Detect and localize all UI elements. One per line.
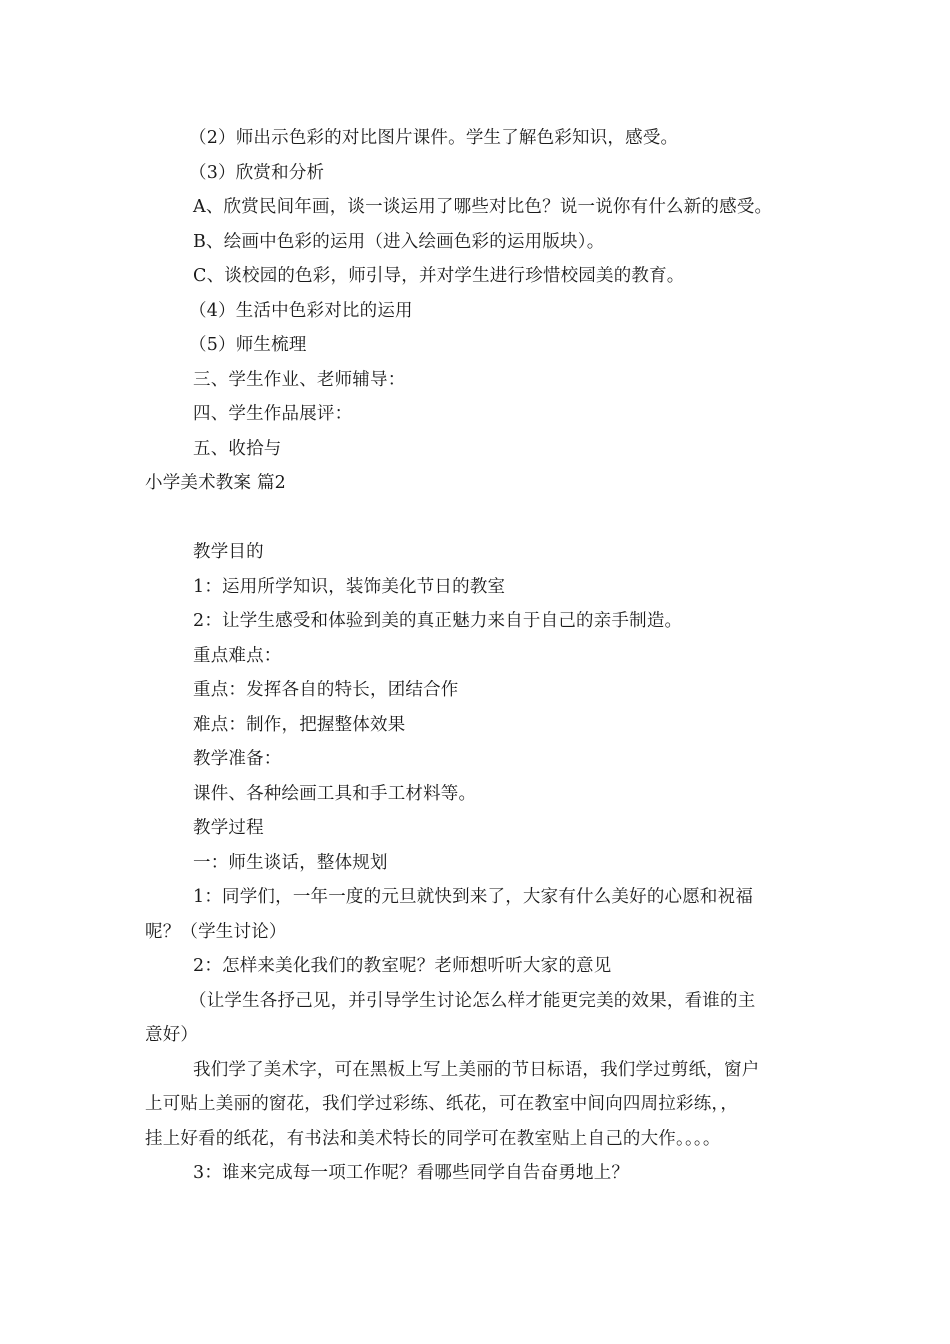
blank-line — [145, 501, 810, 536]
paragraph-line: 四、学生作品展评： — [193, 404, 353, 424]
paragraph-line: 意好） — [145, 1025, 199, 1045]
paragraph-line: 教学过程 — [193, 818, 264, 838]
paragraph-line: C、谈校园的色彩，师引导，并对学生进行珍惜校园美的教育。 — [193, 266, 685, 286]
paragraph-line: B、绘画中色彩的运用（进入绘画色彩的运用版块）。 — [193, 231, 605, 252]
paragraph-line: 三、学生作业、老师辅导： — [193, 369, 406, 390]
paragraph-line: 2：让学生感受和体验到美的真正魅力来自于自己的亲手制造。 — [193, 611, 683, 631]
paragraph-line: 教学目的 — [193, 542, 264, 562]
paragraph-line: 课件、各种绘画工具和手工材料等。 — [193, 783, 477, 804]
paragraph-line: 教学准备： — [193, 749, 282, 769]
document-body — [145, 121, 810, 1191]
paragraph-line: 呢？（学生讨论） — [145, 921, 287, 942]
paragraph-line: 重点：发挥各自的特长，团结合作 — [193, 680, 459, 700]
paragraph-line: （2）师出示色彩的对比图片课件。学生了解色彩知识，感受。 — [189, 128, 679, 148]
paragraph-line: （让学生各抒己见，并引导学生讨论怎么样才能更完美的效果，看谁的主 — [189, 990, 756, 1011]
paragraph-line: 我们学了美术字，可在黑板上写上美丽的节日标语，我们学过剪纸，窗户 — [193, 1059, 760, 1080]
paragraph-line: （5）师生梳理 — [189, 335, 307, 355]
paragraph-line: 重点难点： — [193, 645, 282, 666]
paragraph-line: 2：怎样来美化我们的教室呢？老师想听听大家的意见 — [193, 956, 612, 976]
paragraph-line: 五、收拾与 — [193, 438, 282, 459]
paragraph-line: 挂上好看的纸花，有书法和美术特长的同学可在教室贴上自己的大作。。。。 — [145, 1128, 721, 1149]
paragraph-line: A、欣赏民间年画，谈一谈运用了哪些对比色？说一说你有什么新的感受。 — [193, 197, 773, 217]
paragraph-line: 3：谁来完成每一项工作呢？看哪些同学自告奋勇地上？ — [193, 1163, 630, 1183]
paragraph-line: 上可贴上美丽的窗花，我们学过彩练、纸花，可在教室中间向四周拉彩练，， — [145, 1094, 739, 1114]
section-heading: 小学美术教案 篇2 — [145, 473, 286, 493]
paragraph-line: （3）欣赏和分析 — [189, 162, 325, 183]
paragraph-line: 一：师生谈话，整体规划 — [193, 852, 388, 873]
paragraph-line: 1：同学们，一年一度的元旦就快到来了，大家有什么美好的心愿和祝福 — [193, 887, 754, 907]
paragraph-line: 难点：制作，把握整体效果 — [193, 714, 406, 735]
paragraph-line: 1：运用所学知识，装饰美化节日的教室 — [193, 576, 506, 597]
paragraph-line: （4）生活中色彩对比的运用 — [189, 300, 413, 321]
